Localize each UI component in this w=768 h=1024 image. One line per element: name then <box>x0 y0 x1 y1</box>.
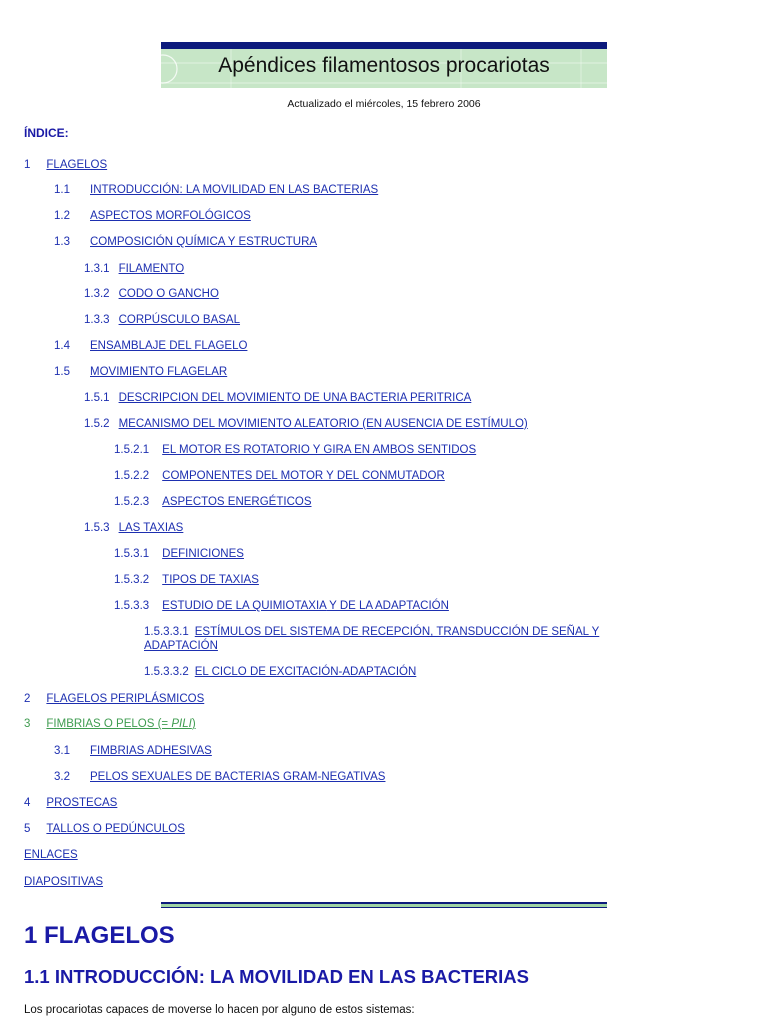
toc-link-1-5-3-2[interactable]: 1.5.3.2 TIPOS DE TAXIAS <box>114 574 259 586</box>
toc-link-2[interactable]: 2 FLAGELOS PERIPLÁSMICOS <box>24 693 205 705</box>
toc-link-5[interactable]: 5 TALLOS O PEDÚNCULOS <box>24 823 185 835</box>
toc-link-1-5-3-3-2[interactable]: 1.5.3.3.2 EL CICLO DE EXCITACIÓN-ADAPTACIÓN <box>144 666 417 678</box>
toc-link-diapositivas[interactable]: DIAPOSITIVAS <box>24 876 104 888</box>
section-heading-1: 1 FLAGELOS <box>24 922 175 949</box>
toc-link-1-4[interactable]: 1.4 ENSAMBLAJE DEL FLAGELO <box>54 340 248 352</box>
toc-link-1-5-3-3-1[interactable]: 1.5.3.3.1 ESTÍMULOS DEL SISTEMA DE RECEPCIÓN, TRANSDUCCIÓN DE SEÑAL Y ADAPTACIÓN <box>144 626 600 652</box>
section-divider <box>161 902 607 908</box>
toc-link-1-5-3-1[interactable]: 1.5.3.1 DEFINICIONES <box>114 548 244 560</box>
toc-link-3-1[interactable]: 3.1 FIMBRIAS ADHESIVAS <box>54 745 212 757</box>
toc-link-1-3-1[interactable]: 1.3.1 FILAMENTO <box>84 263 185 275</box>
toc-link-1-2[interactable]: 1.2 ASPECTOS MORFOLÓGICOS <box>54 210 251 222</box>
toc-link-1-5[interactable]: 1.5 MOVIMIENTO FLAGELAR <box>54 366 228 378</box>
toc-link-1-5-1[interactable]: 1.5.1 DESCRIPCION DEL MOVIMIENTO DE UNA BACTERIA PERITRICA <box>84 392 472 404</box>
toc-link-1-5-2-1[interactable]: 1.5.2.1 EL MOTOR ES ROTATORIO Y GIRA EN AMBOS SENTIDOS <box>114 444 477 456</box>
index-heading: ÍNDICE: <box>24 126 69 140</box>
section-heading-1-1: 1.1 INTRODUCCIÓN: LA MOVILIDAD EN LAS BACTERIAS <box>24 966 529 987</box>
toc-link-1-5-2[interactable]: 1.5.2 MECANISMO DEL MOVIMIENTO ALEATORIO (EN AUSENCIA DE ESTÍMULO) <box>84 418 528 430</box>
toc-link-1-5-2-3[interactable]: 1.5.2.3 ASPECTOS ENERGÉTICOS <box>114 496 312 508</box>
toc-link-3[interactable]: 3 FIMBRIAS O PELOS (= PILI) <box>24 718 196 730</box>
toc-link-1-5-3[interactable]: 1.5.3 LAS TAXIAS <box>84 522 184 534</box>
toc-link-1-1[interactable]: 1.1 INTRODUCCIÓN: LA MOVILIDAD EN LAS BACTERIAS <box>54 184 379 196</box>
toc-link-3-2[interactable]: 3.2 PELOS SEXUALES DE BACTERIAS GRAM-NEGATIVAS <box>54 771 386 783</box>
toc-link-1-5-2-2[interactable]: 1.5.2.2 COMPONENTES DEL MOTOR Y DEL CONMUTADOR <box>114 470 445 482</box>
updated-date: Actualizado el miércoles, 15 febrero 2006 <box>287 98 481 110</box>
page-title: Apéndices filamentosos procariotas <box>218 54 550 77</box>
intro-paragraph: Los procariotas capaces de moverse lo hacen por alguno de estos sistemas: <box>24 1004 415 1016</box>
toc-link-1[interactable]: 1 FLAGELOS <box>24 159 108 171</box>
toc-link-1-3[interactable]: 1.3 COMPOSICIÓN QUÍMICA Y ESTRUCTURA <box>54 236 318 248</box>
toc-link-enlaces[interactable]: ENLACES <box>24 849 78 861</box>
toc-link-1-3-3[interactable]: 1.3.3 CORPÚSCULO BASAL <box>84 314 241 326</box>
toc-link-4[interactable]: 4 PROSTECAS <box>24 797 118 809</box>
toc-link-1-3-2[interactable]: 1.3.2 CODO O GANCHO <box>84 288 219 300</box>
title-banner <box>161 42 607 88</box>
toc-link-1-5-3-3[interactable]: 1.5.3.3 ESTUDIO DE LA QUIMIOTAXIA Y DE LA ADAPTACIÓN <box>114 600 449 612</box>
